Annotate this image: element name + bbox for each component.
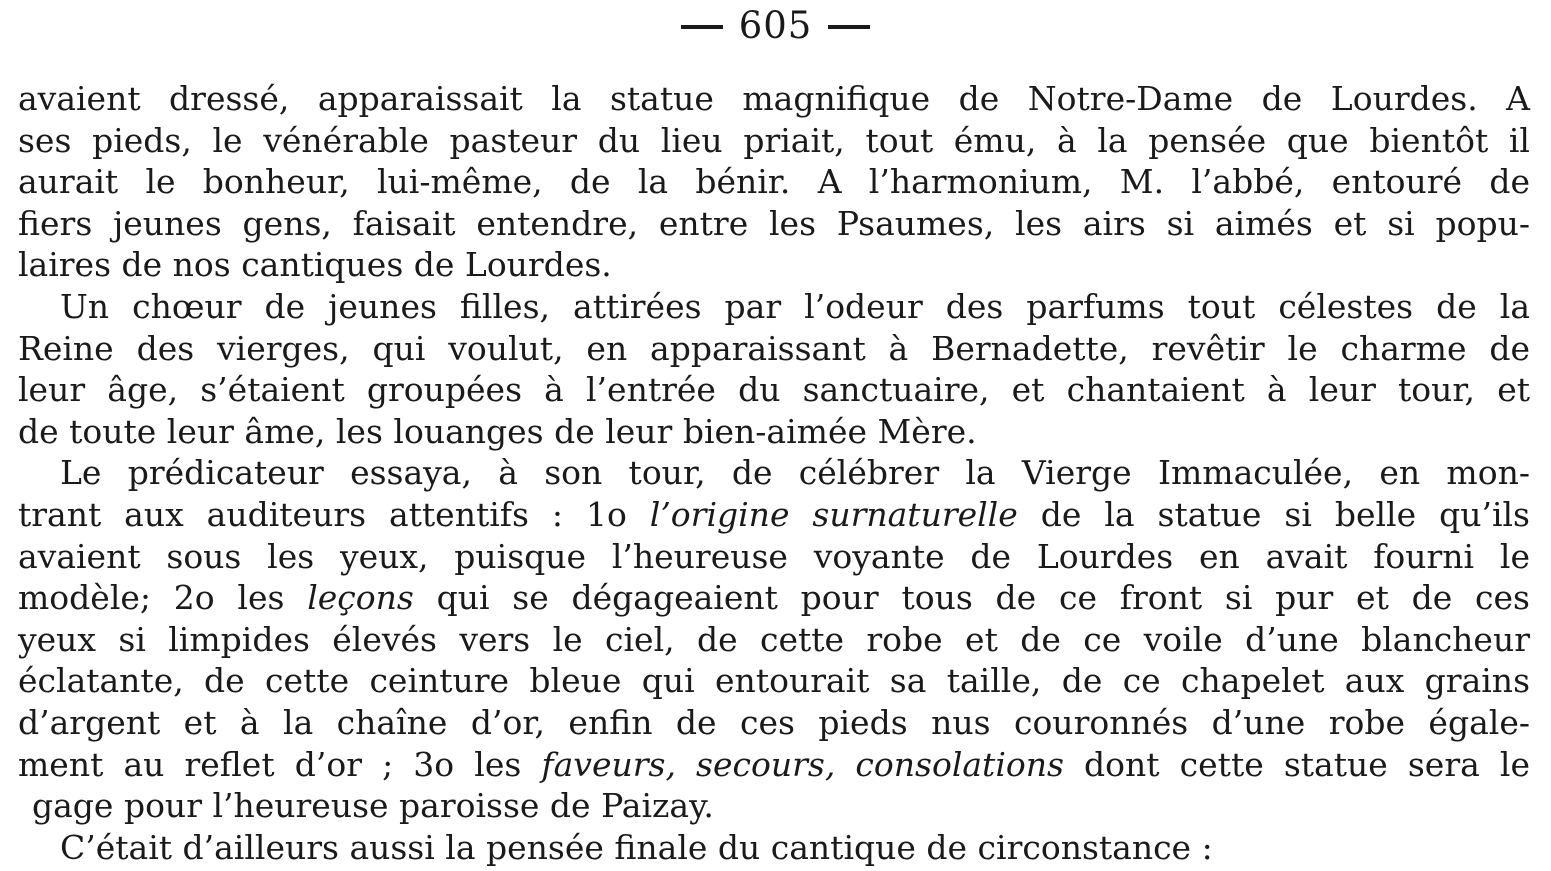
text-segment: de toute leur âme, les louanges de leur bien-aimée Mère. — [18, 411, 977, 451]
text-line — [18, 577, 1530, 619]
italic-text-segment: faveurs, secours, consolations — [541, 744, 1064, 784]
paragraph-first-line — [18, 286, 1530, 328]
text-line — [18, 494, 1530, 536]
text-line — [18, 619, 1530, 661]
text-segment: d’argent et à la chaîne d’or, enfin de ces pieds nus couronnés d’une robe égale- — [18, 702, 1530, 742]
italic-text-segment: leçons — [307, 578, 414, 618]
text-segment: fiers jeunes gens, faisait entendre, entre les Psaumes, les airs si aimés et si popu- — [18, 203, 1530, 243]
text-segment: Un chœur de jeunes filles, attirées par l’odeur des parfums tout célestes de la — [60, 286, 1530, 326]
text-segment: trant aux auditeurs attentifs : 1o — [18, 494, 650, 534]
text-line — [18, 120, 1530, 162]
text-line — [18, 536, 1530, 578]
text-line — [18, 244, 1530, 286]
text-line — [18, 785, 1530, 827]
text-line — [18, 702, 1530, 744]
text-segment: ment au reflet d’or ; 3o les — [18, 744, 542, 784]
body-text — [18, 78, 1530, 868]
text-line — [18, 369, 1530, 411]
text-line — [18, 660, 1530, 702]
text-line — [18, 161, 1530, 203]
text-segment: avaient sous les yeux, puisque l’heureuse voyante de Lourdes en avait fourni le — [18, 536, 1530, 576]
left-dash — [681, 25, 723, 29]
text-segment: yeux si limpides élevés vers le ciel, de cette robe et de ce voile d’une blancheur — [18, 619, 1530, 659]
paragraph-first-line — [18, 452, 1530, 494]
text-segment: modèle; 2o les — [18, 578, 308, 618]
text-segment: avaient dressé, apparaissait la statue magnifique de Notre-Dame de Lourdes. A — [18, 79, 1530, 118]
text-segment: C’était d’ailleurs aussi la pensée finale du cantique de circonstance : — [60, 827, 1213, 867]
text-line — [18, 744, 1530, 786]
paragraph-first-line — [18, 827, 1530, 869]
text-segment: Le prédicateur essaya, à son tour, de célébrer la Vierge Immaculée, en mon- — [60, 453, 1530, 493]
text-line — [18, 328, 1530, 370]
text-segment: aurait le bonheur, lui-même, de la bénir. A l’harmonium, M. l’abbé, entouré de — [18, 162, 1530, 202]
text-segment: dont cette statue sera le — [1063, 744, 1530, 784]
page-number-header — [0, 2, 1551, 50]
text-line — [18, 411, 1530, 453]
page-number: 605 — [738, 4, 813, 47]
text-segment: éclatante, de cette ceinture bleue qui entourait sa taille, de ce chapelet aux grains — [18, 661, 1530, 701]
text-segment: gage pour l’heureuse paroisse de Paizay. — [32, 786, 714, 826]
italic-text-segment: l’origine surnaturelle — [649, 494, 1018, 534]
text-segment: qui se dégageaient pour tous de ce front si pur et de ces — [413, 578, 1530, 618]
text-segment: ses pieds, le vénérable pasteur du lieu priait, tout ému, à la pensée que bientôt il — [18, 120, 1530, 160]
text-segment: laires de nos cantiques de Lourdes. — [18, 245, 612, 285]
text-segment: Reine des vierges, qui voulut, en apparaissant à Bernadette, revêtir le charme de — [18, 328, 1530, 368]
text-segment: de la statue si belle qu’ils — [1017, 494, 1530, 534]
text-line — [18, 203, 1530, 245]
text-line — [18, 78, 1530, 120]
text-segment: leur âge, s’étaient groupées à l’entrée du sanctuaire, et chantaient à leur tour, et — [18, 370, 1530, 410]
right-dash — [828, 25, 870, 29]
